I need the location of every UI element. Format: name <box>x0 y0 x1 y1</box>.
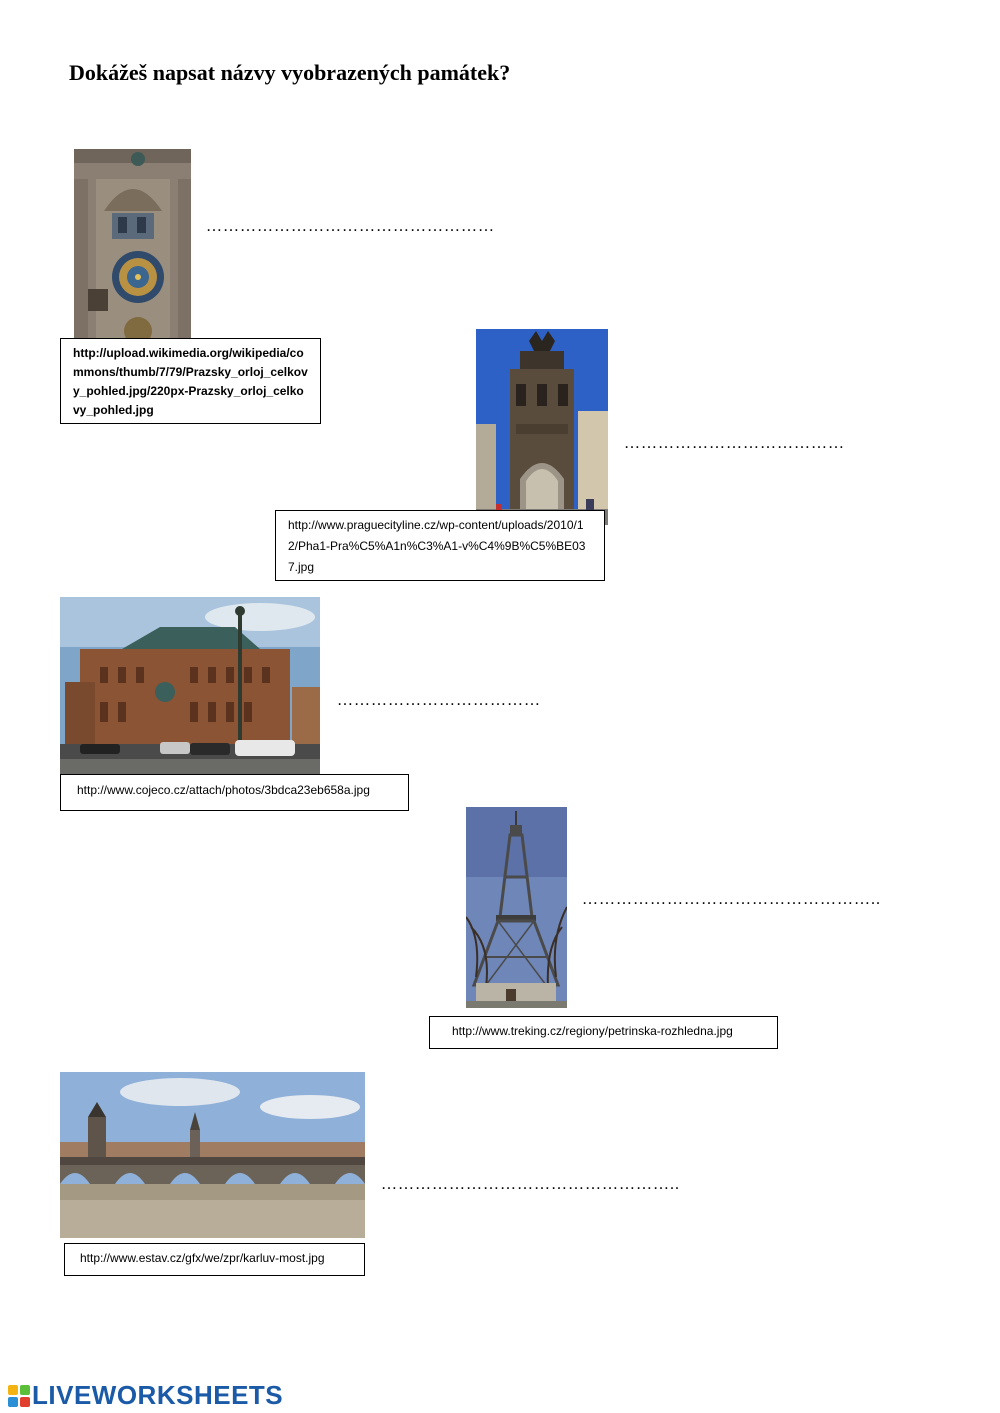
powder-tower-image <box>476 329 608 525</box>
national-theatre-image <box>60 597 320 774</box>
page-title: Dokážeš napsat názvy vyobrazených památek? <box>69 60 511 85</box>
liveworksheets-logo-icon <box>8 1385 30 1407</box>
photo-petrin-tower <box>466 807 567 1008</box>
photo-powder-tower <box>476 329 608 525</box>
source-caption-4: http://www.treking.cz/regiony/petrinska-rozhledna.jpg <box>429 1016 778 1049</box>
source-caption-2: http://www.praguecityline.cz/wp-content/uploads/2010/12/Pha1-Pra%C5%A1n%C3%A1-v%C4%9B%C5%BE037.jpg <box>275 510 605 581</box>
logo-text: LIVEWORKSHEETS <box>32 1380 284 1410</box>
photo-charles-bridge <box>60 1072 365 1238</box>
photo-astronomical-clock <box>74 149 191 339</box>
photo-national-theatre <box>60 597 320 774</box>
answer-line-5[interactable]: …………………………………………….. <box>381 1176 680 1193</box>
source-caption-1: http://upload.wikimedia.org/wikipedia/commons/thumb/7/79/Prazsky_orloj_celkovy_pohled.jpg/220px-Prazsky_orloj_celkovy_pohled.jpg <box>60 338 321 424</box>
clock-tower-image <box>74 149 191 339</box>
petrin-tower-image <box>466 807 567 1008</box>
charles-bridge-image <box>60 1072 365 1238</box>
answer-line-4[interactable]: …………………………………………….. <box>582 891 881 908</box>
liveworksheets-logo <box>8 1380 283 1411</box>
source-caption-3: http://www.cojeco.cz/attach/photos/3bdca23eb658a.jpg <box>60 774 409 811</box>
source-caption-5: http://www.estav.cz/gfx/we/zpr/karluv-most.jpg <box>64 1243 365 1276</box>
answer-line-3[interactable]: ……………………………… <box>337 692 541 709</box>
answer-line-1[interactable]: …………………………………………… <box>206 218 495 235</box>
answer-line-2[interactable]: ………………………………… <box>624 435 845 452</box>
